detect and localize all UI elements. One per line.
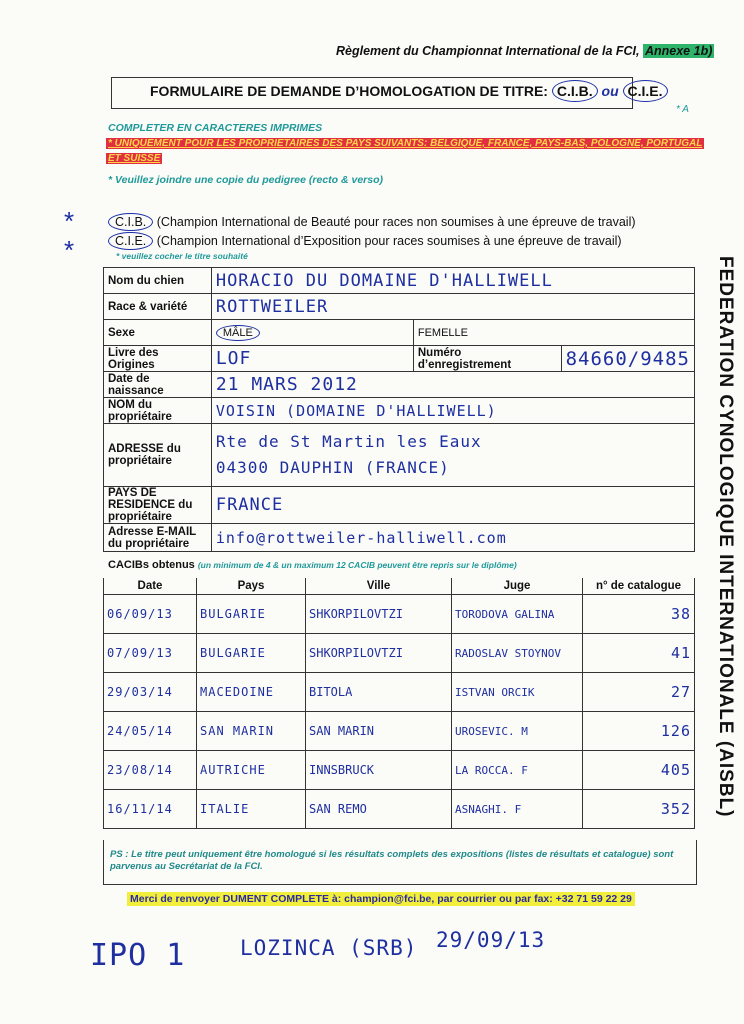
table-row — [104, 712, 695, 751]
cell-city[interactable]: SAN MARIN — [306, 712, 452, 751]
instruction-countries-2: ET SUISSE — [108, 153, 161, 164]
cell-city[interactable]: SHKORPILOVTZI — [306, 634, 452, 673]
handwritten-place: LOZINCA (SRB) — [240, 936, 418, 960]
cell-country[interactable]: AUTRICHE — [197, 751, 306, 790]
cell-judge[interactable]: ISTVAN ORCIK — [452, 673, 583, 712]
col-city: Ville — [306, 578, 452, 595]
ps-note: PS : Le titre peut uniquement être homologué si les résultats complets des expositions (listes de résultats et catalogue) sont parvenus au Secrétariat de la FCI. — [110, 849, 674, 872]
residence-label: PAYS DE RESIDENCE du propriétaire — [104, 487, 212, 524]
email-field[interactable]: info@rottweiler-halliwell.com — [211, 524, 694, 552]
instruction-pedigree: * Veuillez joindre une copie du pedigree (recto & verso) — [108, 174, 384, 186]
table-row — [104, 595, 695, 634]
side-vertical-text — [712, 256, 740, 818]
cacib-heading — [108, 559, 517, 571]
cell-catalogue[interactable]: 27 — [583, 673, 695, 712]
cell-date[interactable]: 16/11/14 — [104, 790, 197, 829]
sex-female-option[interactable]: FEMELLE — [413, 320, 694, 346]
cell-judge[interactable]: TORODOVA GALINA — [452, 595, 583, 634]
cie-option-row[interactable] — [108, 234, 622, 248]
cie-checkbox[interactable]: C.I.E. — [108, 232, 153, 250]
form-title — [150, 83, 668, 99]
cell-judge[interactable]: UROSEVIC. M — [452, 712, 583, 751]
origins-field[interactable]: LOF — [211, 346, 413, 372]
cell-country[interactable]: MACEDOINE — [197, 673, 306, 712]
fci-vertical-label: FEDERATION CYNOLOGIQUE INTERNATIONALE (AISBL) — [715, 256, 736, 818]
cell-city[interactable]: INNSBRUCK — [306, 751, 452, 790]
cell-catalogue[interactable]: 405 — [583, 751, 695, 790]
owner-address-line1: Rte de St Martin les Eaux — [215, 432, 482, 451]
owner-name-label: NOM du propriétaire — [104, 398, 212, 424]
cell-catalogue[interactable]: 126 — [583, 712, 695, 751]
cell-date[interactable]: 06/09/13 — [104, 595, 197, 634]
col-catalogue: n° de catalogue — [583, 578, 695, 595]
regulation-reference — [336, 44, 714, 58]
breed-field[interactable]: ROTTWEILER — [211, 294, 694, 320]
return-instructions: Merci de renvoyer DUMENT COMPLETE à: champion@fci.be, par courrier ou par fax: +32 71 59 22 29 — [127, 892, 635, 906]
cib-option-row[interactable] — [108, 215, 636, 229]
form-title-text: FORMULAIRE DE DEMANDE D’HOMOLOGATION DE TITRE: — [150, 83, 548, 99]
residence-field[interactable]: FRANCE — [211, 487, 694, 524]
table-row — [104, 751, 695, 790]
cib-description: (Champion International de Beauté pour races non soumises à une épreuve de travail) — [156, 215, 636, 229]
table-row — [104, 673, 695, 712]
title-cib-option[interactable]: C.I.B. — [552, 80, 598, 102]
cell-judge[interactable]: RADOSLAV STOYNOV — [452, 634, 583, 673]
cacib-note: (un minimum de 4 & un maximum 12 CACIB peuvent être repris sur le diplôme) — [197, 560, 517, 570]
star-mark-1: * — [64, 206, 75, 236]
reference-text: Règlement du Championnat International de la FCI, — [336, 44, 640, 58]
cell-country[interactable]: BULGARIE — [197, 595, 306, 634]
email-label: Adresse E-MAIL du propriétaire — [104, 524, 212, 552]
dob-field[interactable]: 21 MARS 2012 — [211, 372, 694, 398]
cacib-table — [103, 578, 695, 829]
cell-catalogue[interactable]: 38 — [583, 595, 695, 634]
owner-name-field[interactable]: VOISIN (DOMAINE D'HALLIWELL) — [211, 398, 694, 424]
cell-catalogue[interactable]: 352 — [583, 790, 695, 829]
owner-address-line2: 04300 DAUPHIN (FRANCE) — [215, 458, 450, 477]
cell-date[interactable]: 07/09/13 — [104, 634, 197, 673]
cell-city[interactable]: SAN REMO — [306, 790, 452, 829]
owner-address-label: ADRESSE du propriétaire — [104, 424, 212, 487]
side-note: * A — [676, 104, 689, 115]
dog-name-label: Nom du chien — [104, 268, 212, 294]
cell-catalogue[interactable]: 41 — [583, 634, 695, 673]
cacib-label: CACIBs obtenus — [108, 559, 195, 571]
cell-date[interactable]: 29/03/14 — [104, 673, 197, 712]
cell-city[interactable]: SHKORPILOVTZI — [306, 595, 452, 634]
handwritten-ipo: IPO 1 — [90, 938, 186, 973]
cie-description: (Champion International d’Exposition pour races soumises à une épreuve de travail) — [156, 234, 622, 248]
cell-country[interactable]: BULGARIE — [197, 634, 306, 673]
handwritten-date: 29/09/13 — [436, 928, 546, 952]
sex-male-cell[interactable] — [211, 320, 413, 346]
cell-country[interactable]: SAN MARIN — [197, 712, 306, 751]
sex-male-option[interactable]: MÂLE — [216, 325, 260, 341]
sex-label: Sexe — [104, 320, 212, 346]
cell-city[interactable]: BITOLA — [306, 673, 452, 712]
registration-field[interactable]: 84660/9485 — [561, 346, 694, 372]
star-mark-2: * — [64, 235, 75, 265]
cib-checkbox[interactable]: C.I.B. — [108, 213, 153, 231]
registration-label: Numéro d’enregistrement — [413, 346, 561, 372]
title-or: ou — [601, 83, 619, 99]
dob-label: Date de naissance — [104, 372, 212, 398]
owner-address-field[interactable] — [211, 424, 694, 487]
table-row — [104, 634, 695, 673]
col-country: Pays — [197, 578, 306, 595]
cell-country[interactable]: ITALIE — [197, 790, 306, 829]
cell-date[interactable]: 24/05/14 — [104, 712, 197, 751]
tick-note: * veuillez cocher le titre souhaité — [116, 251, 248, 261]
cell-judge[interactable]: ASNAGHI. F — [452, 790, 583, 829]
breed-label: Race & variété — [104, 294, 212, 320]
col-date: Date — [104, 578, 197, 595]
cell-judge[interactable]: LA ROCCA. F — [452, 751, 583, 790]
origins-label: Livre des Origines — [104, 346, 212, 372]
table-row — [104, 790, 695, 829]
annex-badge: Annexe 1b) — [644, 44, 713, 58]
col-judge: Juge — [452, 578, 583, 595]
cell-date[interactable]: 23/08/14 — [104, 751, 197, 790]
instruction-countries: * UNIQUEMENT POUR LES PROPRIETAIRES DES PAYS SUIVANTS: BELGIQUE, FRANCE, PAYS-BAS, POLOGNE, PORTUGAL — [108, 138, 703, 149]
instruction-print: COMPLETER EN CARACTERES IMPRIMES — [108, 122, 323, 134]
dog-name-field[interactable]: HORACIO DU DOMAINE D'HALLIWELL — [211, 268, 694, 294]
dog-info-form — [103, 267, 695, 552]
title-cie-option[interactable]: C.I.E. — [623, 80, 668, 102]
